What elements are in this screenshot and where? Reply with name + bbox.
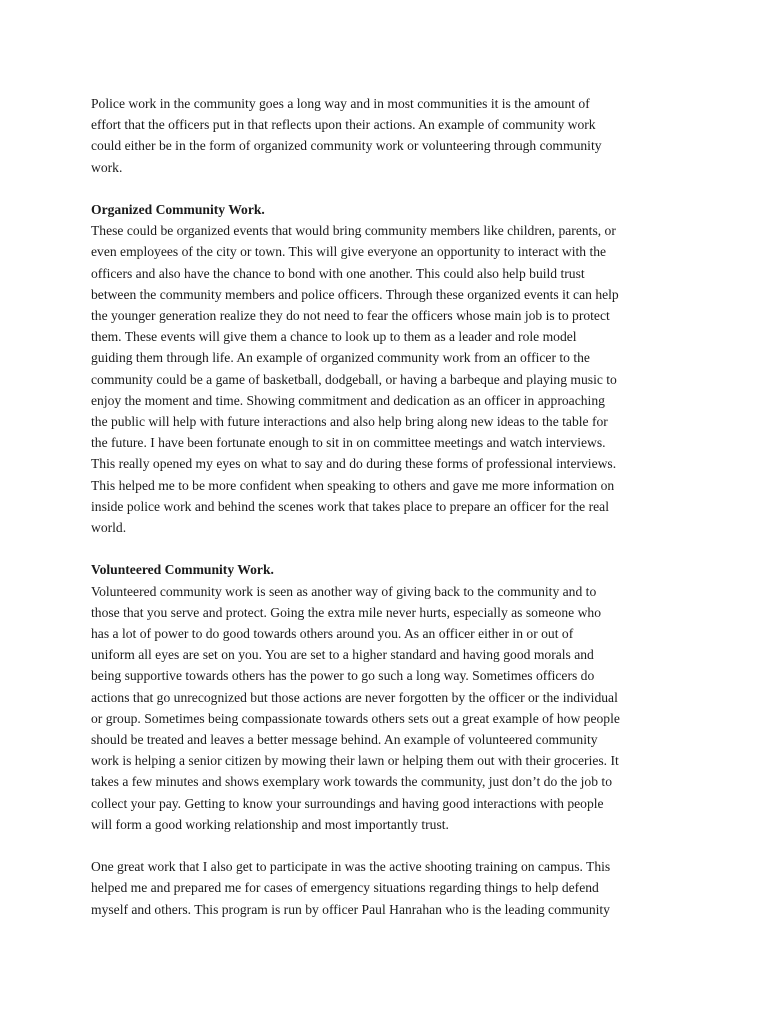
organized-paragraph: These could be organized events that would bring community members like children, parents, or even employees of the city or town. This will give everyone an opportunity to interact with the officers and also have the chance to bond with one another. This could also help build trust between the community members and police officers. Through these organized events it can help the younger generation realize they do not need to fear the officers whose main job is to protect them. These events will give them a chance to look up to them as a leader and role model guiding them through life. An example of organized community work from an officer to the community could be a game of basketball, dodgeball, or having a barbeque and playing music to enjoy the moment and time. Showing commitment and dedication as an officer in approaching the public will help with future interactions and also help bring along new ideas to the table for the future. I have been fortunate enough to sit in on committee meetings and watch interviews. This really opened my eyes on what to say and do during these forms of professional interviews. This helped me to be more confident when speaking to others and gave me more information on inside police work and behind the scenes work that takes place to prepare an officer for the real world. (91, 223, 619, 536)
paragraph-spacer (91, 538, 681, 559)
document-body (91, 93, 681, 920)
paragraph-spacer (91, 835, 681, 856)
intro-paragraph: Police work in the community goes a long way and in most communities it is the amount of effort that the officers put in that reflects upon their actions. An example of community work could either be in the form of organized community work or volunteering through community work. (91, 96, 602, 175)
paragraph-spacer (91, 178, 681, 199)
organized-heading: Organized Community Work. (91, 202, 265, 217)
volunteered-heading: Volunteered Community Work. (91, 562, 274, 578)
closing-paragraph: One great work that I also get to participate in was the active shooting training on campus. This helped me and prepared me for cases of emergency situations regarding things to help defend myself and others. This program is run by officer Paul Hanrahan who is the leading community (91, 859, 611, 917)
volunteered-paragraph: Volunteered community work is seen as another way of giving back to the community and to those that you serve and protect. Going the extra mile never hurts, especially as someone who has a lot of power to do good towards others around you. As an officer either in or out of uniform all eyes are set on you. You are set to a higher standard and having good morals and being supportive towards others has the power to go such a long way. Sometimes officers do actions that go unrecognized but those actions are never forgotten by the officer or the individual or group. Sometimes being compassionate towards others sets out a great example of how people should be treated and leaves a better message behind. An example of volunteered community work is helping a senior citizen by mowing their lawn or helping them out with their groceries. It takes a few minutes and shows exemplary work towards the community, just don’t do the job to collect your pay. Getting to know your surroundings and having good interactions with people will form a good working relationship and most importantly trust. (91, 583, 620, 832)
